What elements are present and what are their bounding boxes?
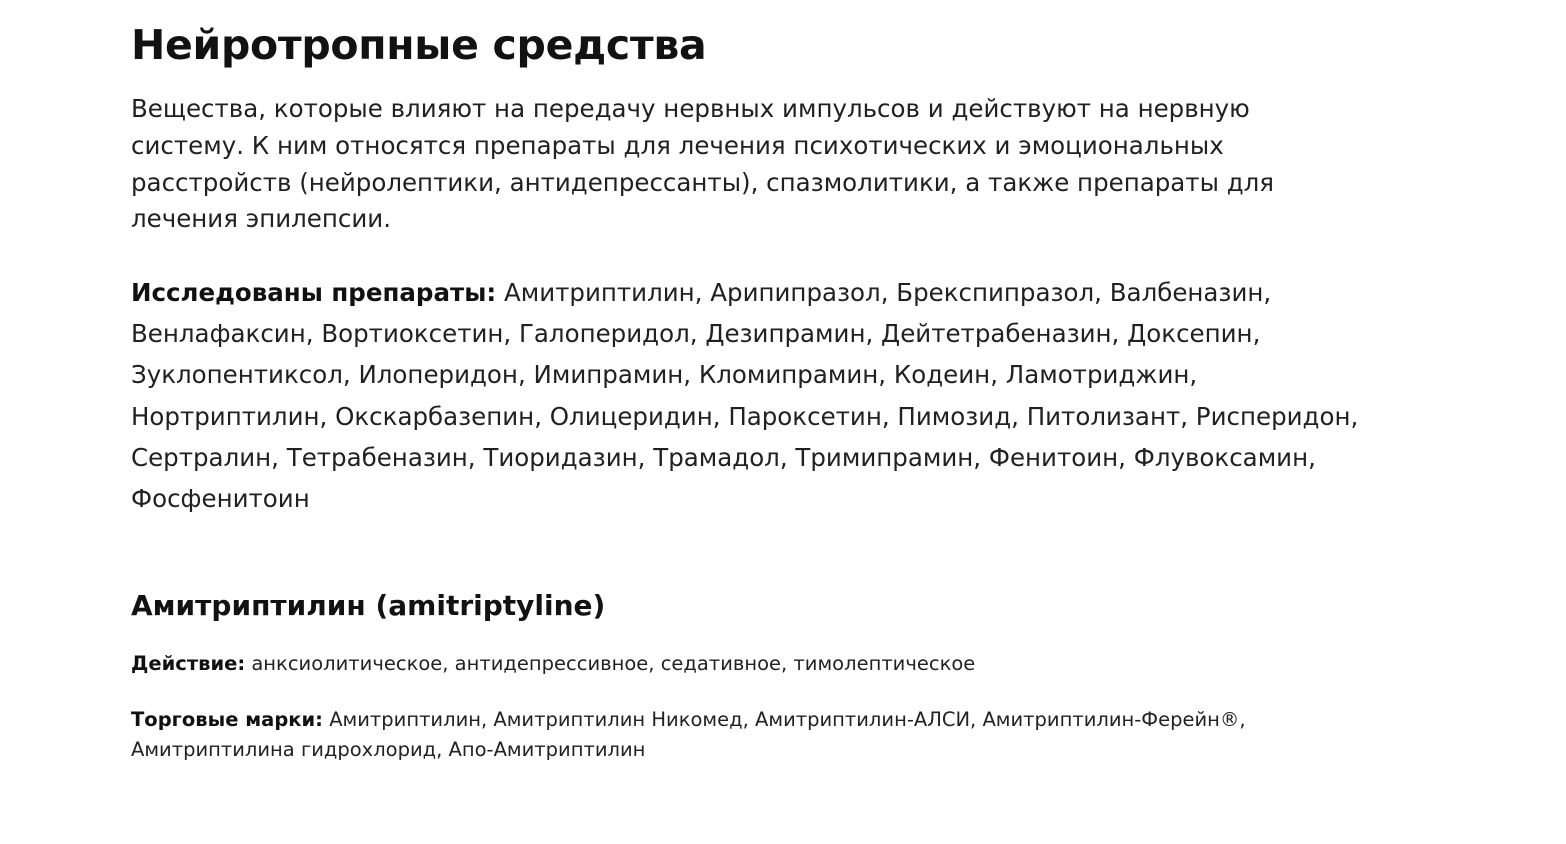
studied-drugs-paragraph bbox=[131, 272, 1396, 519]
intro-paragraph: Вещества, которые влияют на передачу нервных импульсов и действуют на нервную систему. К ним относятся препараты для лечения психотических и эмоциональных расстройств (нейролептики, антидепрессанты), спазмолитики, а также препараты для лечения эпилепсии. bbox=[131, 94, 1275, 234]
studied-drugs-label: Исследованы препараты: bbox=[131, 278, 497, 308]
drug-action-field bbox=[131, 649, 1396, 679]
drug-heading: Амитриптилин (amitriptyline) bbox=[131, 589, 606, 623]
studied-drugs-list: Амитриптилин, Арипипразол, Брекспипразол, Валбеназин, Венлафаксин, Вортиоксетин, Галоперидол, Дезипрамин, Дейтетрабеназин, Доксепин, Зуклопентиксол, Илоперидон, Имипрамин, Кломипрамин, Кодеин, Ламотриджин, Нортриптилин, Окскарбазепин, Олицеридин, Пароксетин, Пимозид, Питолизант, Рисперидон, Сертралин, Тетрабеназин, Тиоридазин, Трамадол, Тримипрамин, Фенитоин, Флувоксамин, Фосфенитоин bbox=[131, 278, 1359, 513]
drug-brands-value: Амитриптилин, Амитриптилин Никомед, Амитриптилин-АЛСИ, Амитриптилин-Ферейн®, Амитриптилина гидрохлорид, Апо-Амитриптилин bbox=[131, 707, 1246, 762]
drug-brands-field bbox=[131, 705, 1396, 765]
drug-action-label: Действие: bbox=[131, 651, 246, 675]
page-title: Нейротропные средства bbox=[131, 21, 707, 69]
drug-action-value: анксиолитическое, антидепрессивное, седативное, тимолептическое bbox=[251, 651, 976, 675]
drug-brands-label: Торговые марки: bbox=[131, 707, 323, 731]
